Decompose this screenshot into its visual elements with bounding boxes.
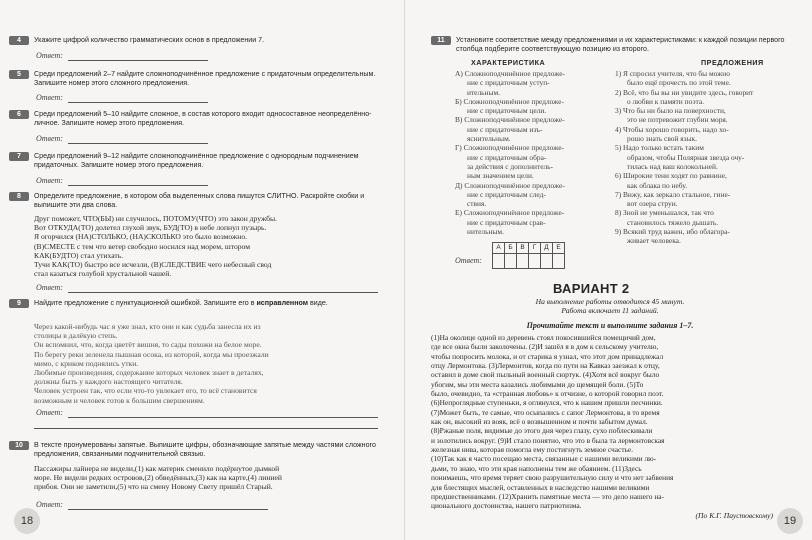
answer-label: Ответ: [36,176,63,185]
sentence: Человек устроен так, что если что-то увлекает его, то всё становится [34,386,257,396]
sentence: Любимые произведения, содержание которых человек знает в деталях, [34,368,264,378]
task-9-sentences [34,322,269,405]
task-number: 6 [9,110,29,119]
answer-label: Ответ: [36,283,63,292]
task-text: Среди предложений 5–10 найдите сложное, в состав которого входит односоставное неопределённо-личное. Запишите номер этого предложения. [34,110,372,127]
task-number: 4 [9,36,29,45]
answer-line[interactable] [68,185,208,186]
task-number: 11 [431,36,451,45]
letter-cell: Е [552,242,565,254]
answer-line[interactable] [34,428,378,429]
sentences-column: 1) Я спросил учителя, что бы можно было ещё прочесть по этой теме. 2) Всё, что бы вы ни увидите здесь, говорит о любви к памяти поэта. 3) Что бы ни было на поверхности, это не потревожит глубин моря. 4) Чтобы хорошо говорить, надо хо- рошо знать свой язык. 5) Надо только встать таким образом, чтобы Полярная звезда очу- тилась над ваш колокольней. 6) Широкие тени ходят по равнине, как облака по небу. 7) Вижу, как зеркало стальное, гине- вот озера струи. 8) Зной не уменьшался, так что становилось тяжело дышать. 9) Всякий труд важен, ибо облагора- живает человека. [615,69,754,246]
sentence: По берегу реки зеленела пышная осока, из которой, когда мы проезжали [34,349,269,359]
sentence: стал казаться голубой хрустальной чашей. [34,269,172,279]
task-text: Найдите предложение с пунктуационной ошибкой. Запишите его в исправленном виде. [34,299,328,307]
left-page [0,0,404,540]
task-number: 7 [9,152,29,161]
text-author: (По К.Г. Паустовскому) [695,511,773,520]
page-number: 18 [14,508,40,534]
answer-line[interactable] [68,60,208,61]
sentence: возможным и человек готов к большим свершениям. [34,395,205,405]
answer-cell[interactable] [552,253,565,269]
sentence: Тучи КАК(ТО) быстро все исчезли, (В)СЛЕДСТВИЕ чего небесный свод [34,260,272,270]
answer-label: Ответ: [36,134,63,143]
letter-cell: Г [528,242,541,254]
sentence: Он вспомнил, что, когда цветёт вишня, то сады похожи на белое море. [34,340,262,350]
answer-line[interactable] [68,417,378,418]
answer-label: Ответ: [455,256,482,265]
column-header-sentences: ПРЕДЛОЖЕНИЯ [701,58,764,67]
column-header-characteristic: ХАРАКТЕРИСТИКА [471,58,546,67]
task-text: Укажите цифрой количество грамматических основ в предложении 7. [34,36,265,44]
variant-info [445,297,775,315]
sentence: КАК(БУДТО) стал утихать. [34,250,124,260]
task-10-sentences [34,464,282,492]
sentence: должны быть у каждого настоящего читателя. [34,377,183,387]
time-limit: На выполнение работы отводится 45 минут. [535,297,685,306]
answer-line[interactable] [68,102,208,103]
sentence: (В)СМЕСТЕ с тем что ветер свободно носился над морем, штором [34,241,250,251]
sentence: Пассажиры лайнера не видели,(1) как материк сменило подёрнутое дымкой [34,464,280,473]
letter-cell: Д [540,242,553,254]
answer-line[interactable] [68,509,268,510]
task-text: Среди предложений 9–12 найдите сложноподчинённое предложение с однородным подчинением придаточных. Запишите номер этого предложения. [34,152,359,169]
answer-label: Ответ: [36,408,63,417]
task-number: 9 [9,299,29,308]
sentence: Друг поможет, ЧТО(БЫ) ни случилось, ПОТОМУ(ЧТО) это закон дружбы. [34,214,277,223]
sentence: Я огорчился (НА)СТОЛЬКО, (НА)СКОЛЬКО это было возможно. [34,232,248,242]
answer-label: Ответ: [36,500,63,509]
letter-cell: Б [504,242,517,254]
variant-title: ВАРИАНТ 2 [553,281,630,296]
sentence: столицы в далёкую степь. [34,331,118,341]
letter-cell: А [492,242,505,254]
instruction: Прочитайте текст и выполните задания 1–7. [526,321,694,330]
task-number: 5 [9,70,29,79]
task-8-sentences [34,214,277,278]
sentence: Через какой-нибудь час я уже знал, кто они и как судьба занесла их из [34,322,261,331]
task-number: 8 [9,192,29,201]
answer-line[interactable] [68,292,378,293]
answer-line[interactable] [68,143,208,144]
task-number: 10 [9,441,29,450]
task-text: Определите предложение, в котором оба выделенных слова пишутся СЛИТНО. Раскройте скобки и выпишите эти два слова. [34,192,365,209]
sentence: Вот ОТКУДА(ТО) долетел глухой звук, БУД(ТО) в небе лопнул пузырь. [34,223,267,233]
letter-cell: В [516,242,529,254]
task-count: Работа включает 11 заданий. [561,306,659,315]
sentence: море. Не видели редких островов,(2) обведённых,(3) как на карте,(4) линией [34,473,282,483]
answer-label: Ответ: [36,51,63,60]
task-text: Среди предложений 2–7 найдите сложноподчинённое предложение с придаточным определительным. Запишите номер этого сложного предложения. [34,70,376,87]
task-text: В тексте пронумерованы запятые. Выпишите цифры, обозначающие запятые между частями сложного предложения, связанными подчинительной связью. [34,441,376,458]
page-number: 19 [777,508,803,534]
right-page [404,0,812,540]
sentence: мимо, с криком поднялись утки. [34,358,139,368]
task-text: Установите соответствие между предложениями и их характеристиками: к каждой позиции первого столбца подберите соответствующую позицию из второго. [456,36,785,53]
characteristics-column: А) Сложноподчинённое предложе- ние с придаточным уступ- ительным. Б) Сложноподчинённое предложе- ние с придаточным цели. В) Сложноподчинённое предложе- ние с придаточным изъ- яснительным. Г) Сложноподчинённое предложе- ние с придаточным обра- за действия с дополнитель- ным значением цели. Д) Сложноподчинённое предложе- ние с придаточным след- ствия. Е) Сложноподчинённое предложе- ние с придаточным срав- нительным. [455,69,566,237]
answer-input-grid[interactable] [493,253,565,269]
answer-label: Ответ: [36,93,63,102]
sentence: прибоя. Они не заметили,(5) что на смену Новому Свету пришёл Старый. [34,482,273,492]
reading-text: (1)На околице одной из деревень стоял покосившийся помещичий дом, где все окна были заколочены. (2)И зашёл я в дом к сельскому учителю, чтобы попросить молока, и от старика я узнал, что этот дом принадлежал отцу Лермонтова. (3)Лермонтов, когда по пути на Кавказ заезжал к отцу, оставил в доме свой пыльный военный сюртук. (4)Хотя всё вокруг было убогим, мы эти места казались любимыми до щемящей боли. (5)То было, очевидно, та «странная любовь» к отчизне, о которой говорил поэт. (6)Непроглядные ступеньки, я оглянулся, что к нашим пришли песчинки. (7)Может быть, те самые, что осыпались с сапог Лермонтова, в то время как он, высокий из вояк, всё о возвышенном и почти забытом думал. (8)Ржаные поля, видимые до этого дня через глазу, сухо поблескивали и золотились вокруг. (9)И стало понятно, что это в была та лермонтовская железная нива, которая помогла ему постигнуть земное счастье. (10)Так как я часто посещаю места, связанные с нашими великими лю- дьми, то знаю, что эти края наполнены тем же обаянием. (11)Здесь понимаешь, что время теряет свою разрушительную силу и что нет забвения для блестящих мыслей, оставленных в наследство нашими великими предшественниками. (12)Хранить памятные места — это дело нашего на- ционального достоинства, нашего патриотизма. [431,333,674,511]
